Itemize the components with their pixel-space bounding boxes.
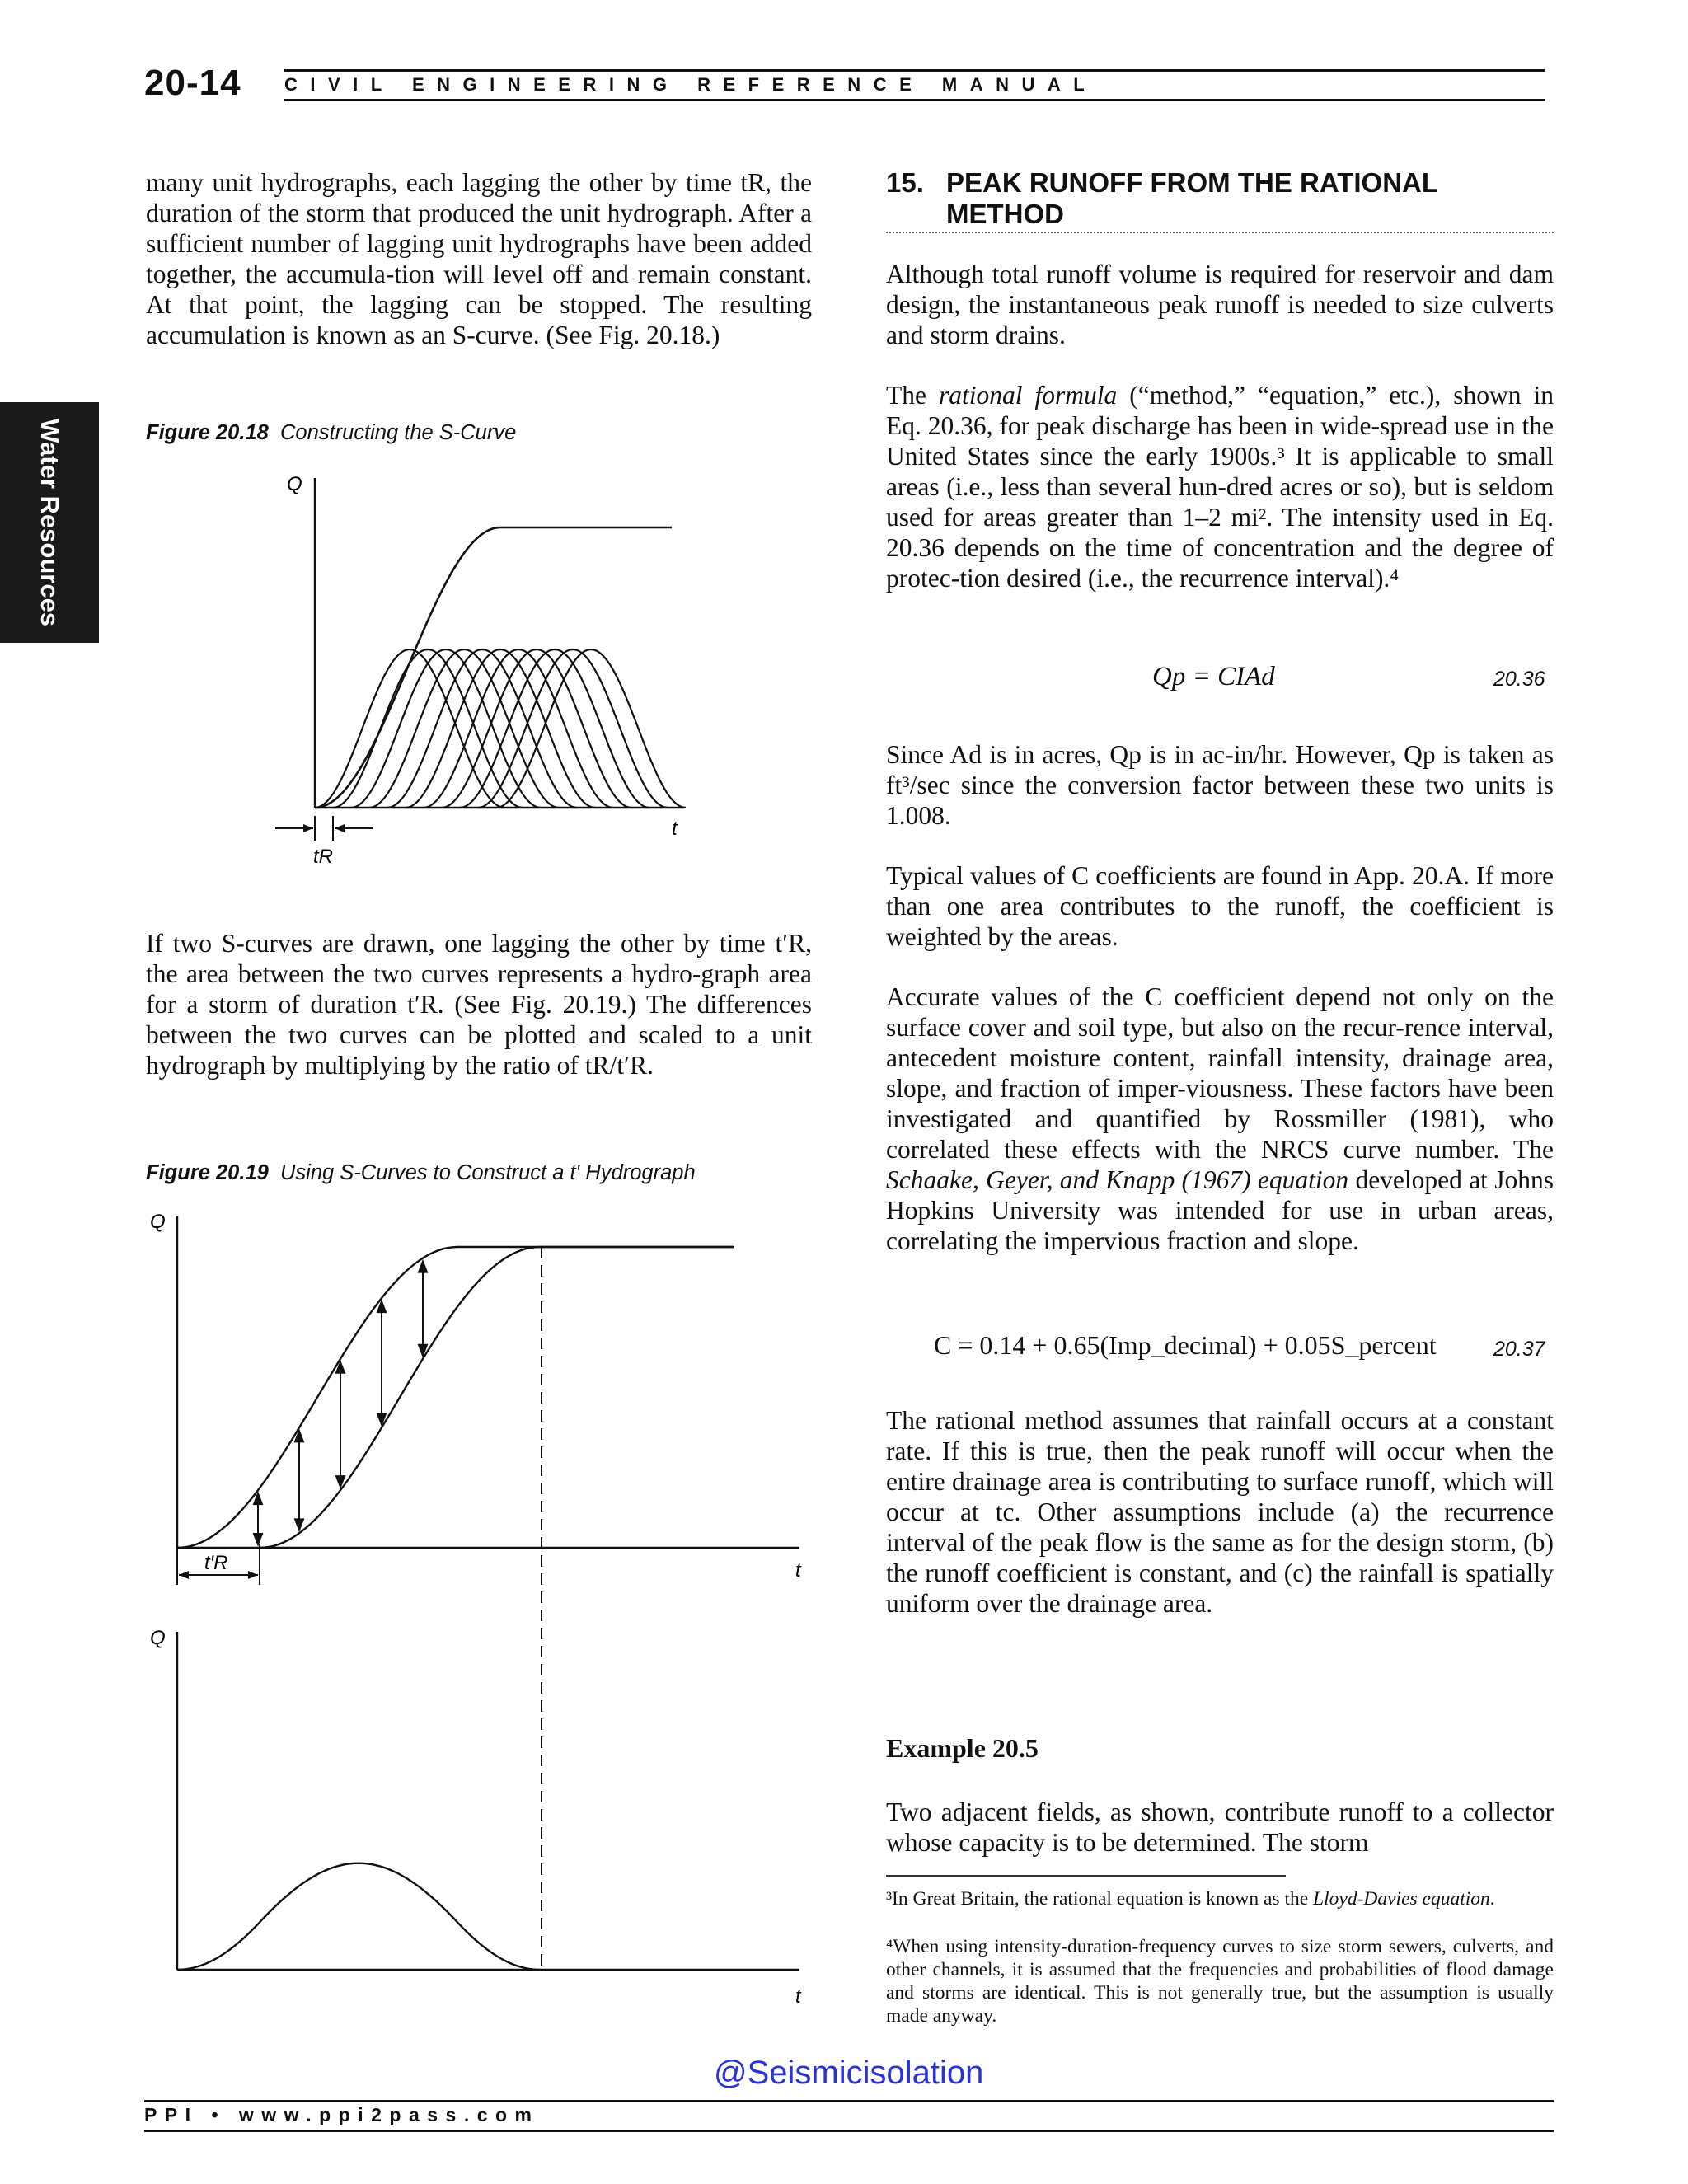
rational-formula-term: rational formula <box>938 381 1118 410</box>
left-paragraph-2 <box>146 928 812 1080</box>
schaake-equation-term: Schaake, Geyer, and Knapp (1967) equation <box>886 1165 1349 1194</box>
right-paragraph-1 <box>886 259 1554 350</box>
tr-prime-arrow-right <box>248 1571 258 1579</box>
running-head: CIVIL ENGINEERING REFERENCE MANUAL <box>284 74 1098 95</box>
figure-20-18-s-curve <box>272 466 701 878</box>
equation-20-37-number: 20.37 <box>1493 1338 1545 1361</box>
arrowhead-up <box>419 1262 427 1272</box>
fig19-tr-label: t′R <box>204 1552 228 1574</box>
equation-20-37: C = 0.14 + 0.65(Imp_decimal) + 0.05S_percent <box>934 1330 1437 1360</box>
para2-lead: The <box>886 381 939 410</box>
footnote-4: ⁴When using intensity-duration-frequency curves to size storm sewers, culverts, and other channels, it is assumed that the frequencies and probabilities of flood damage and storms are identical. This is not generally true, but the assumption is usually made anyway. <box>886 1936 1554 2027</box>
para5-lead: Accurate values of the C coefficient depend not only on the surface cover and soil type, but also on the recur-rence interval, antecedent moisture content, rainfall intensity, drainage area, slope, and fraction of imper-viousness. These factors have been investigated and quantified by Rossmiller (1981), who correlated these effects with the NRCS curve number. The <box>886 982 1554 1164</box>
fig19-top-t-label: t <box>795 1559 801 1582</box>
footer-rule-top <box>144 2100 1554 2102</box>
tr-prime-arrow-left <box>179 1571 189 1579</box>
derived-hydrograph <box>177 1863 540 1970</box>
figure-20-18-title: Constructing the S-Curve <box>280 421 517 444</box>
header-rule-top <box>284 69 1545 72</box>
fig18-q-label: Q <box>287 473 302 495</box>
right-paragraph-7-text: Two adjacent fields, as shown, contribute runoff to a collector whose capacity is to be determined. The storm <box>886 1797 1554 1857</box>
figure-20-19-label: Figure 20.19 <box>146 1161 269 1184</box>
right-paragraph-3-text: Since Ad is in acres, Qp is in ac-in/hr. However, Qp is taken as ft³/sec since the conversion factor between these two units is 1.008. <box>886 740 1554 830</box>
section-title: PEAK RUNOFF FROM THE RATIONAL METHOD <box>946 167 1438 229</box>
lagging-unit-hydrographs <box>315 649 686 808</box>
right-paragraph-2 <box>886 380 1554 593</box>
section-heading-rule <box>886 232 1554 233</box>
right-paragraph-4 <box>886 860 1554 952</box>
figure-20-19-title: Using S-Curves to Construct a t′ Hydrograph <box>280 1161 696 1184</box>
right-paragraph-3 <box>886 739 1554 831</box>
equation-20-36-number: 20.36 <box>1493 668 1545 691</box>
fig18-tr-label: tR <box>313 846 333 868</box>
right-paragraph-2-text <box>886 380 1554 593</box>
tr-arrowhead-right <box>335 824 345 832</box>
footnote-3-lead: ³In Great Britain, the rational equation is known as the <box>886 1888 1314 1910</box>
example-title: Example 20.5 <box>886 1733 1039 1763</box>
figure-20-18-caption <box>146 421 516 445</box>
footnote-rule <box>886 1875 1286 1877</box>
arrowhead-down <box>295 1519 303 1530</box>
footer-rule-bottom <box>144 2130 1554 2132</box>
section-number: 15. <box>886 167 924 198</box>
header-rule-bottom <box>284 99 1545 101</box>
footer-text: PPI • www.ppi2pass.com <box>144 2104 540 2125</box>
fig19-top-q-label: Q <box>150 1211 166 1233</box>
right-paragraph-6-text: The rational method assumes that rainfall occurs at a constant rate. If this is true, then the peak runoff will occur when the entire drainage area is contributing to surface runoff, which will occur at tc. Other assumptions include (a) the recurrence interval of the peak flow is the same as for the design storm, (b) the runoff coefficient is constant, and (c) the rainfall is spatially uniform over the drainage area. <box>886 1406 1554 1618</box>
arrowhead-down <box>254 1534 262 1544</box>
fig19-bottom-t-label: t <box>795 1985 801 2008</box>
s-curve-lagging <box>260 1247 734 1548</box>
right-paragraph-1-text: Although total runoff volume is required for reservoir and dam design, the instantaneous peak runoff is needed to size culverts and storm drains. <box>886 260 1554 349</box>
figure-20-19-s-curves <box>140 1199 824 2023</box>
para5-body: developed at Johns Hopkins University was intended for use in urban areas, correlating the impervious fraction and slope. <box>886 1165 1554 1255</box>
left-paragraph-1-text: many unit hydrographs, each lagging the other by time tR, the duration of the storm that produced the unit hydrograph. After a sufficient number of lagging unit hydrographs have been added together, the accumula-tion will level off and remain constant. At that point, the lagging can be stopped. The resulting accumulation is known as an S-curve. (See Fig. 20.18.) <box>146 168 812 349</box>
equation-20-36: Qp = CIAd <box>1152 662 1275 691</box>
section-side-tab <box>0 402 99 643</box>
figure-20-19-caption <box>146 1161 696 1185</box>
difference-arrows <box>254 1262 427 1544</box>
side-tab-label: Water Resources <box>35 418 64 627</box>
left-paragraph-1 <box>146 167 812 350</box>
right-paragraph-7 <box>886 1797 1554 1858</box>
watermark: @Seismicisolation <box>714 2055 984 2091</box>
page-number: 20-14 <box>144 63 241 103</box>
left-paragraph-2-text: If two S-curves are drawn, one lagging the other by time t′R, the area between the two curves represents a hydro-graph area for a storm of duration t′R. (See Fig. 20.19.) The differences between the two curves can be plotted and scaled to a unit hydrograph by multiplying by the ratio of tR/t′R. <box>146 929 812 1080</box>
figure-20-18-label: Figure 20.18 <box>146 421 269 444</box>
footnote-3 <box>886 1887 1554 1910</box>
footnote-3-end: . <box>1489 1888 1495 1910</box>
right-paragraph-5-text <box>886 982 1554 1256</box>
fig18-t-label: t <box>672 818 678 840</box>
fig19-bottom-q-label: Q <box>150 1627 166 1649</box>
right-paragraph-5 <box>886 982 1554 1256</box>
right-paragraph-6 <box>886 1405 1554 1619</box>
lloyd-davies-term: Lloyd-Davies equation <box>1313 1888 1490 1910</box>
para2-body: (“method,” “equation,” etc.), shown in Eq. 20.36, for peak discharge has been in wide-spread use in the United States since the early 1900s.³ It is applicable to small areas (i.e., less than several hun-dred acres or so), but is seldom used for areas greater than 1–2 mi². The intensity used in Eq. 20.36 depends on the time of concentration and the degree of protec-tion desired (i.e., the recurrence interval).⁴ <box>886 381 1554 593</box>
tr-arrowhead-left <box>303 824 313 832</box>
right-paragraph-4-text: Typical values of C coefficients are found in App. 20.A. If more than one area contributes to the runoff, the coefficient is weighted by the areas. <box>886 861 1554 951</box>
